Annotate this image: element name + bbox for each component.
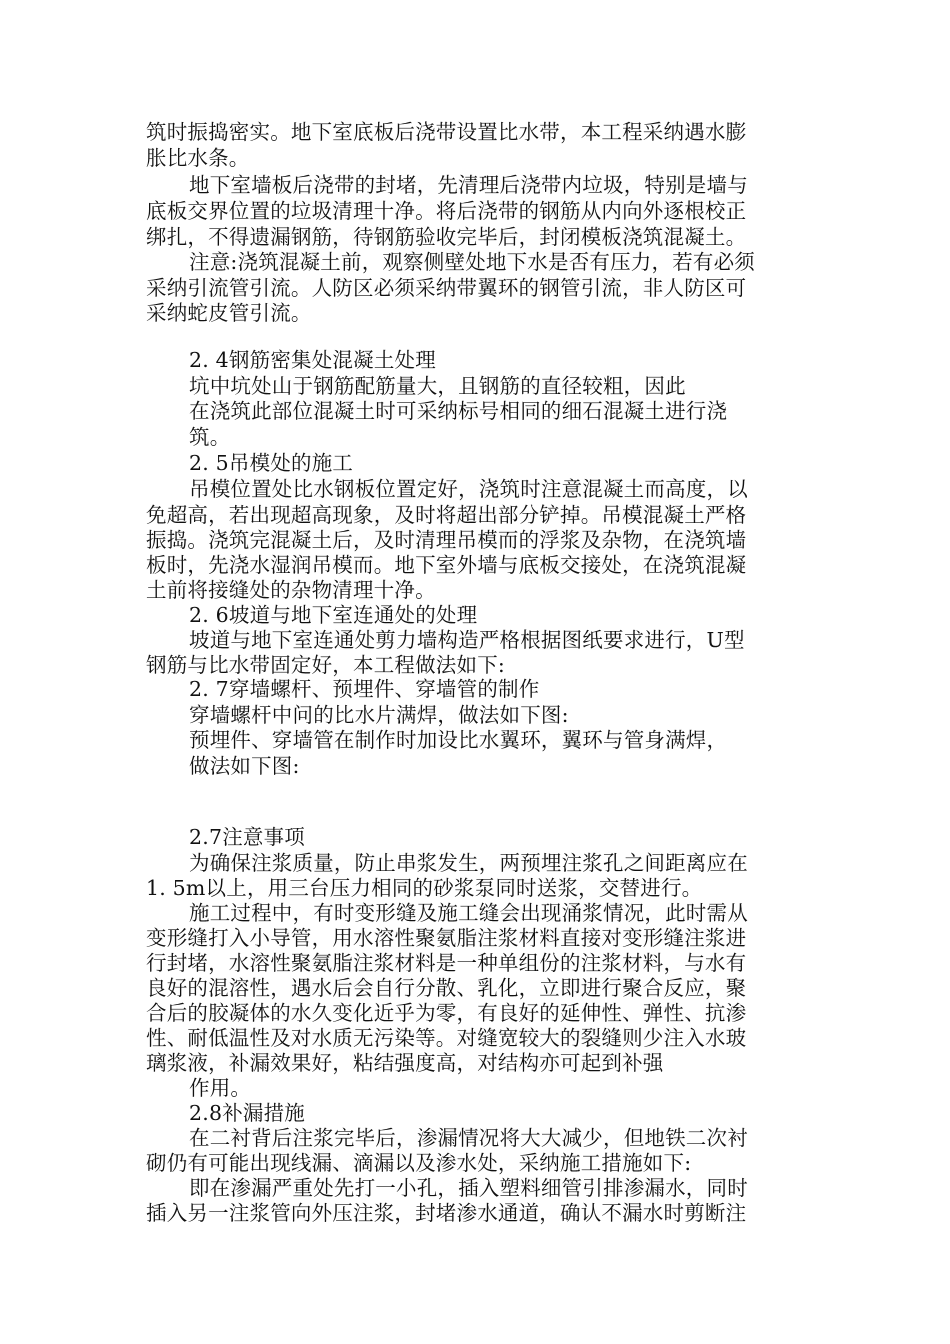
text-line: 地下室墙板后浇带的封堵，先清理后浇带内垃圾，特别是墙与 [189, 173, 748, 197]
text-line: 1. 5m以上，用三台压力相同的砂浆泵同时送浆，交替进行。 [146, 876, 703, 900]
section-heading: 2. 7穿墙螺杆、预埋件、穿墙管的制作 [189, 677, 540, 701]
text-line: 注意:浇筑混凝土前，观察侧壁处地下水是否有压力，若有必须 [189, 250, 756, 274]
text-line: 免超高，若出现超高现象，及时将超出部分铲掉。吊模混凝土严格 [146, 503, 747, 527]
text-line: 采纳蛇皮管引流。 [146, 301, 312, 325]
text-line: 钢筋与比水带固定好，本工程做法如下: [146, 653, 506, 677]
text-line: 板时，先浇水湿润吊模而。地下室外墙与底板交接处，在浇筑混凝 [146, 553, 747, 577]
text-line: 在浇筑此部位混凝土时可采纳标号相同的细石混凝土进行浇 [189, 399, 728, 423]
text-line: 绑扎，不得遗漏钢筋，待钢筋验收完毕后，封闭模板浇筑混凝土。 [146, 225, 747, 249]
section-heading: 2. 6坡道与地下室连通处的处理 [189, 603, 478, 627]
section-heading: 2. 4钢筋密集处混凝土处理 [189, 348, 436, 372]
text-line: 施工过程中，有时变形缝及施工缝会出现涌浆情况，此时需从 [189, 901, 748, 925]
text-line: 坑中坑处山于钢筋配筋量大，且钢筋的直径较粗，因此 [189, 374, 686, 398]
text-line: 预埋件、穿墙管在制作时加设比水翼环，翼环与管身满焊， [189, 728, 728, 752]
text-line: 即在渗漏严重处先打一小孔，插入塑料细管引排渗漏水，同时 [189, 1176, 748, 1200]
text-line: 性、耐低温性及对水质无污染等。对缝宽较大的裂缝则少注入水玻 [146, 1026, 747, 1050]
text-line: 为确保注浆质量，防止串浆发生，两预埋注浆孔之间距离应在 [189, 851, 748, 875]
section-heading: 2.8补漏措施 [189, 1101, 306, 1125]
text-line: 胀比水条。 [146, 146, 250, 170]
text-line: 土前将接缝处的杂物清理十净。 [146, 578, 436, 602]
text-line: 振捣。浇筑完混凝土后，及时清理吊模而的浮浆及杂物，在浇筑墙 [146, 528, 747, 552]
text-line: 做法如下图: [189, 754, 300, 778]
text-line: 合后的胶凝体的水久变化近乎为零，有良好的延伸性、弹性、抗渗 [146, 1001, 747, 1025]
section-heading: 2.7注意事项 [189, 825, 306, 849]
text-line: 变形缝打入小导管，用水溶性聚氨脂注浆材料直接对变形缝注浆进 [146, 926, 747, 950]
text-line: 穿墙螺杆中问的比水片满焊，做法如下图: [189, 703, 569, 727]
text-line: 璃浆液，补漏效果好，粘结强度高，对结构亦可起到补强 [146, 1051, 664, 1075]
text-line: 筑时振捣密实。地下室底板后浇带设置比水带，本工程采纳遇水膨 [146, 120, 747, 144]
text-line: 行封堵，水溶性聚氨脂注浆材料是一种单组份的注浆材料，与水有 [146, 951, 747, 975]
text-line: 采纳引流管引流。人防区必须采纳带翼环的钢管引流，非人防区可 [146, 276, 747, 300]
text-line: 筑。 [189, 425, 231, 449]
section-heading: 2. 5吊模处的施工 [189, 451, 354, 475]
text-line: 砌仍有可能出现线漏、滴漏以及渗水处，采纳施工措施如下: [146, 1151, 692, 1175]
text-line: 坡道与地下室连通处剪力墙构造严格根据图纸要求进行，U型 [189, 628, 745, 652]
text-line: 底板交界位置的垃圾清理十净。将后浇带的钢筋从内向外逐根校正 [146, 199, 747, 223]
text-line: 作用。 [189, 1076, 252, 1100]
text-line: 插入另一注浆管向外压注浆，封堵渗水通道，确认不漏水时剪断注 [146, 1201, 747, 1225]
text-line: 吊模位置处比水钢板位置定好，浇筑时注意混凝土而高度，以 [189, 477, 748, 501]
text-line: 在二衬背后注浆完毕后，渗漏情况将大大减少，但地铁二次衬 [189, 1126, 748, 1150]
text-line: 良好的混溶性，遇水后会自行分散、乳化，立即进行聚合反应，聚 [146, 976, 747, 1000]
